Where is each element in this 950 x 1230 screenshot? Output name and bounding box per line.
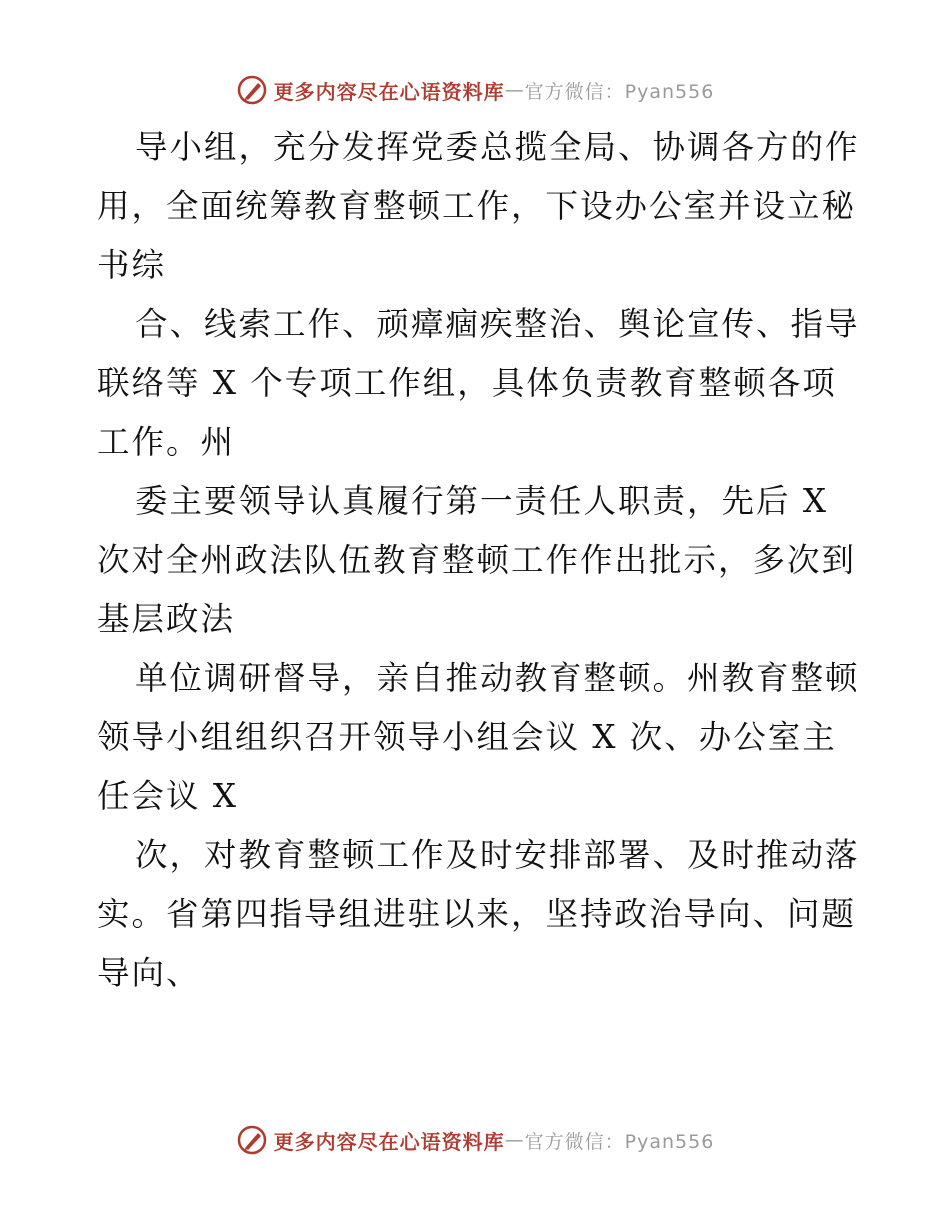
- pen-logo-icon: [236, 74, 268, 106]
- watermark-contact: 官方微信：Pyan556: [524, 80, 715, 103]
- text-line: 任会议 X: [97, 777, 238, 815]
- watermark-contact: 官方微信：Pyan556: [524, 1130, 715, 1153]
- footer-watermark: [0, 1120, 950, 1160]
- text-line: 联络等 X 个专项工作组，具体负责教育整顿各项: [97, 364, 837, 402]
- text-line: 实。省第四指导组进驻以来，坚持政治导向、问题: [97, 895, 857, 933]
- watermark-dash: —: [504, 1129, 525, 1151]
- text-line: 书综: [97, 246, 167, 284]
- text-line: 单位调研督导，亲自推动教育整顿。州教育整顿: [135, 659, 860, 697]
- text-line: 次，对教育整顿工作及时安排部署、及时推动落: [135, 836, 860, 874]
- watermark-dash: —: [504, 79, 525, 101]
- text-line: 次对全州政法队伍教育整顿工作作出批示，多次到: [97, 541, 857, 579]
- watermark-brand: 更多内容尽在心语资料库: [273, 1129, 505, 1154]
- text-line: 工作。州: [97, 423, 236, 461]
- text-line: 领导小组组织召开领导小组会议 X 次、办公室主: [97, 718, 837, 756]
- pen-logo-icon: [236, 1124, 268, 1156]
- header-watermark: [0, 70, 950, 110]
- text-line: 委主要领导认真履行第一责任人职责，先后 X: [135, 482, 828, 520]
- text-line: 导小组，充分发挥党委总揽全局、协调各方的作: [135, 128, 860, 166]
- text-line: 导向、: [97, 954, 201, 992]
- text-line: 用，全面统筹教育整顿工作，下设办公室并设立秘: [97, 187, 857, 225]
- text-line: 合、线索工作、顽瘴痼疾整治、舆论宣传、指导: [135, 305, 860, 343]
- document-body: [97, 118, 860, 1003]
- text-line: 基层政法: [97, 600, 236, 638]
- watermark-brand: 更多内容尽在心语资料库: [273, 79, 505, 104]
